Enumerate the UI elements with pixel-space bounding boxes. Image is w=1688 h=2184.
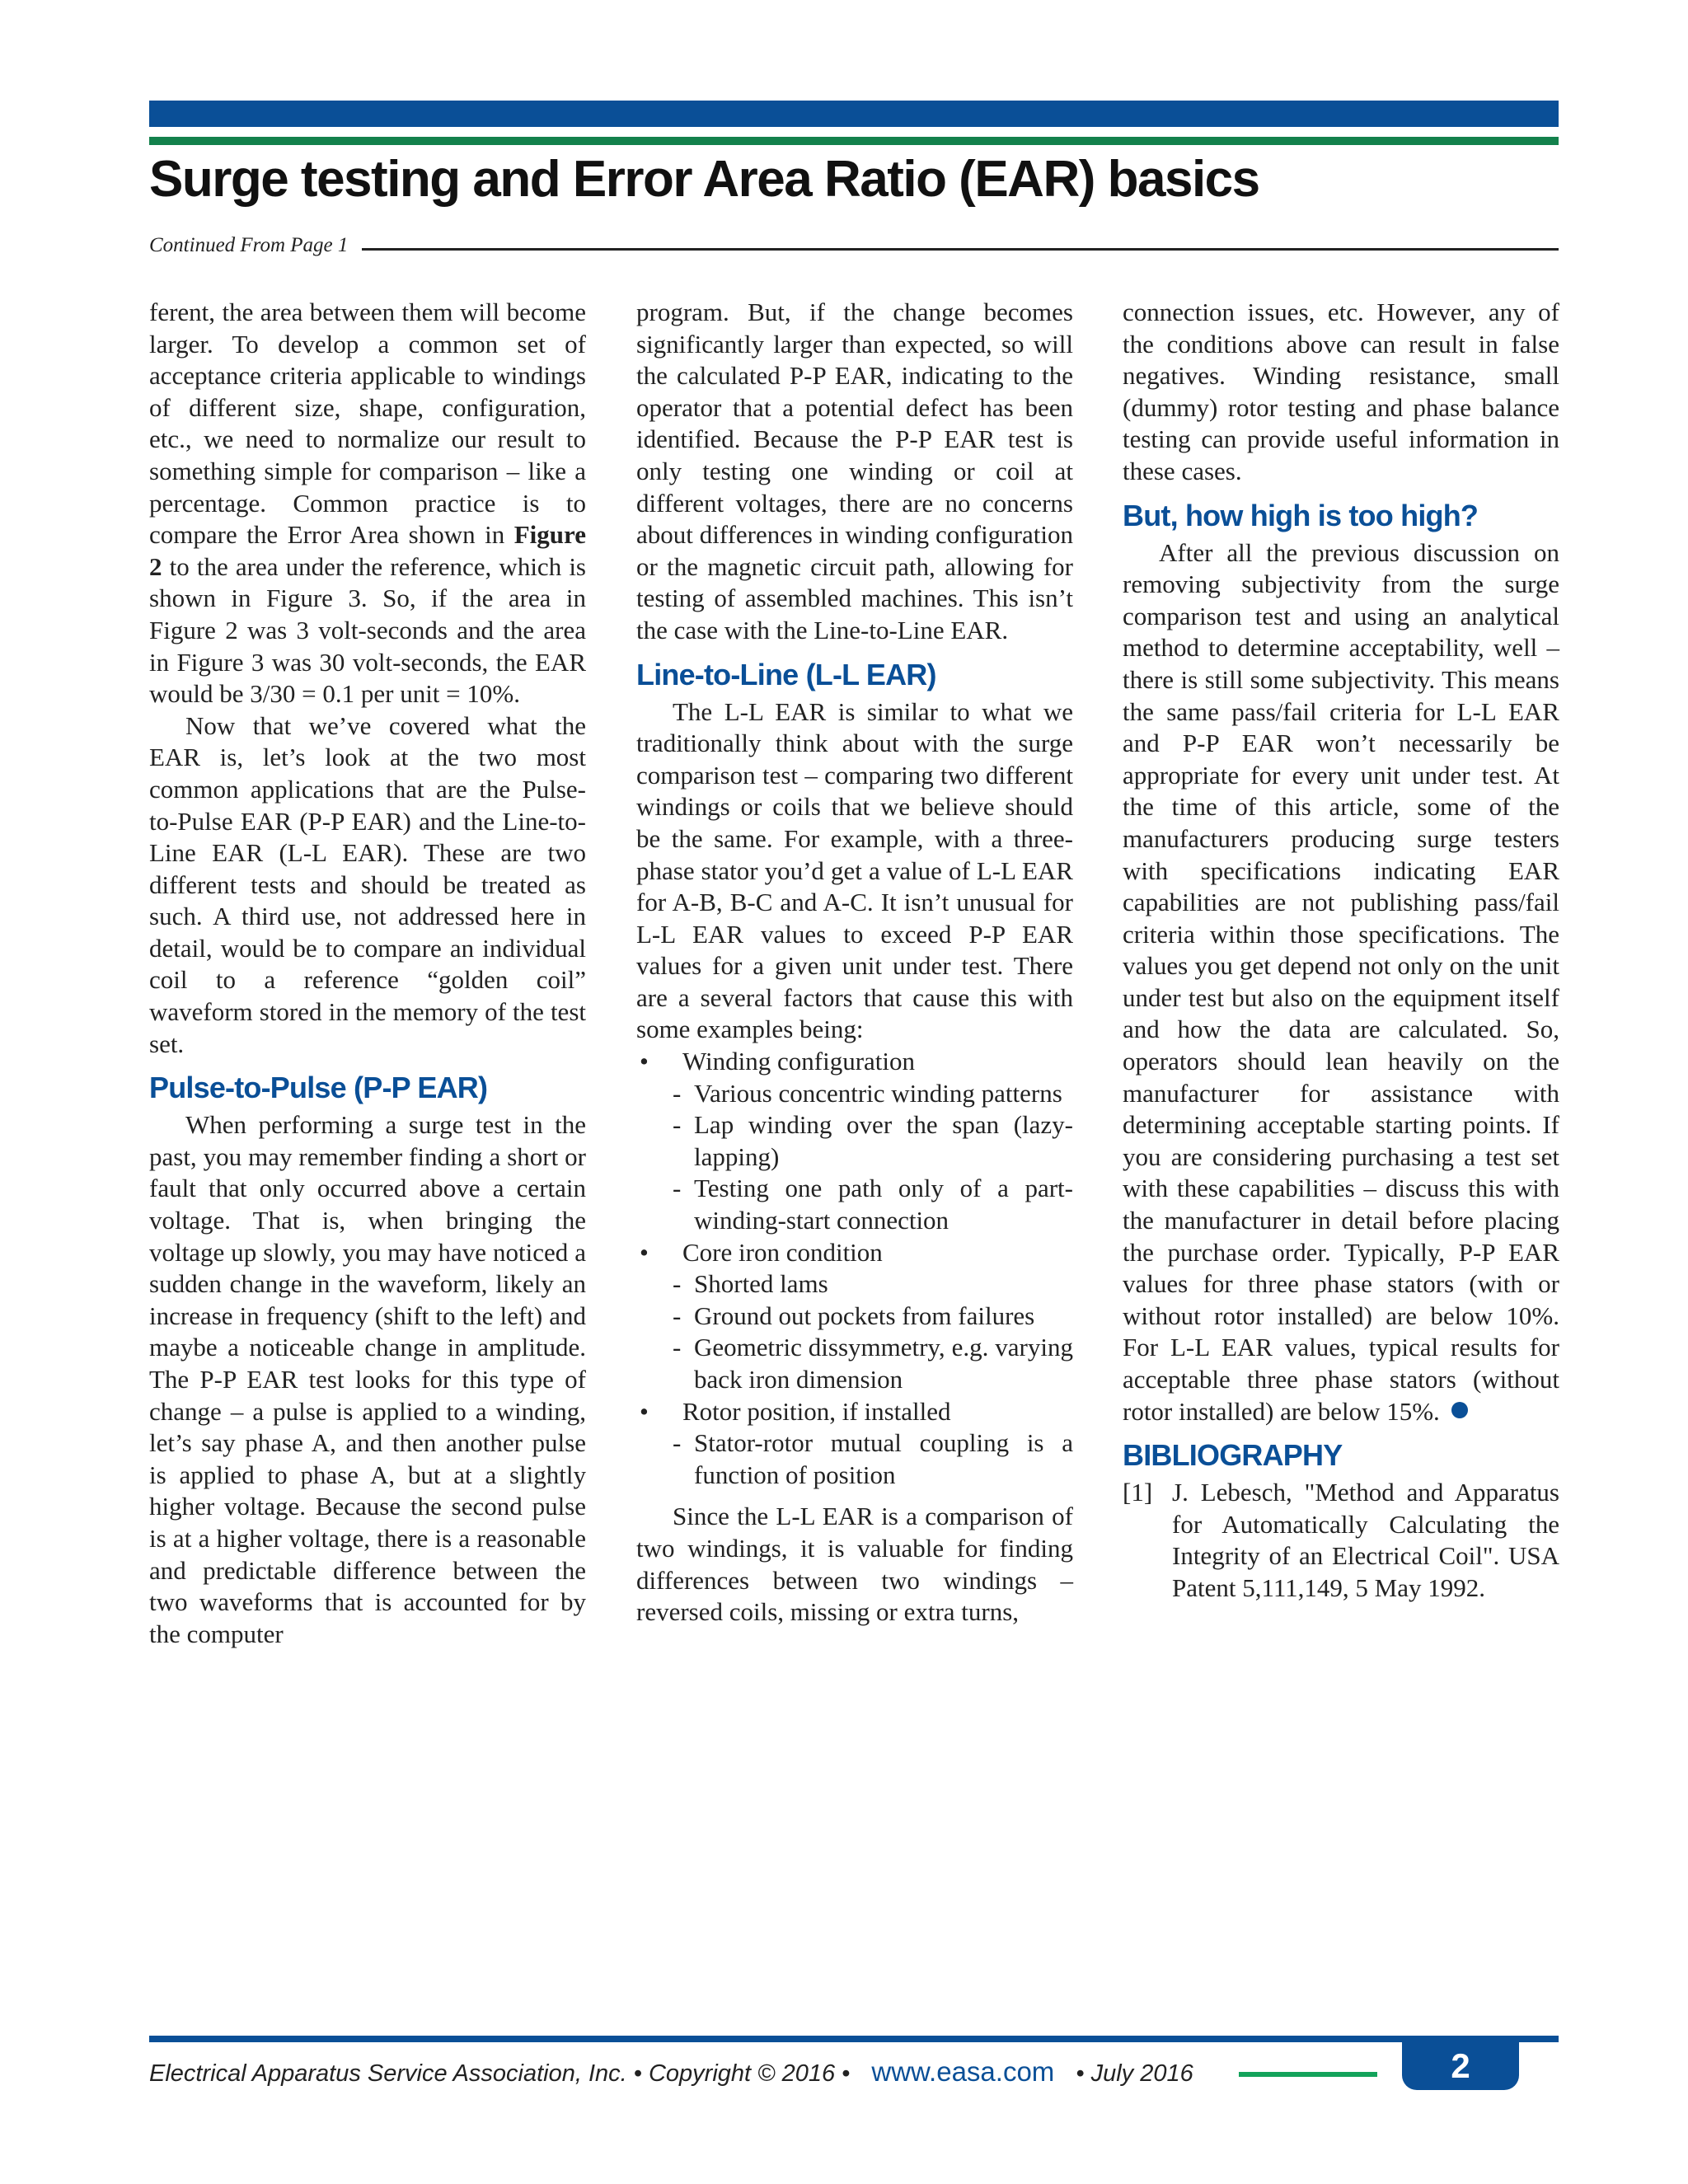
list-item-label: • Rotor position, if installed: [682, 1396, 951, 1426]
article-title: Surge testing and Error Area Ratio (EAR) basics: [149, 151, 1259, 208]
sub-list-item: - Shorted lams: [636, 1268, 1073, 1301]
column-3: [1123, 297, 1559, 1605]
list-item: [636, 1046, 1073, 1237]
section-heading-pulse-to-pulse: Pulse-to-Pulse (P-P EAR): [149, 1071, 488, 1105]
sub-list-item: - Ground out pockets from failures: [636, 1301, 1073, 1333]
text-run: to the area under the reference, which is shown in Figure 3. So, if the area in Figure 2 was 3 volt-seconds and the area in Figure 3 was 30 volt-seconds, the EAR would be 3/30 = 0.1 per unit = 10%.: [149, 551, 586, 709]
sub-list: [682, 1078, 1073, 1237]
factor-list: [636, 1046, 1073, 1491]
continued-row: [149, 234, 1559, 262]
footer-blue-rule: [149, 2036, 1559, 2042]
paragraph: When performing a surge test in the past, you may remember finding a short or fault that only occurred above a certain voltage. That is, when bringing the voltage up slowly, you may have noticed a sudden change in the waveform, likely an increase in frequency (shift to the left) and maybe a noticeable change in amplitude. The P-P EAR test looks for this type of change – a pulse is applied to a winding, let’s say phase A, and then another pulse is applied to phase A, but at a slightly higher voltage. Because the second pulse is at a higher voltage, there is a reasonable and predictable difference between the two waveforms that is accounted for by the computer: [149, 1110, 586, 1648]
figure-reference: Figure 2: [149, 520, 586, 581]
section-heading-line-to-line: Line-to-Line (L-L EAR): [636, 657, 936, 691]
paragraph: connection issues, etc. However, any of the conditions above can result in false negatives. Winding resistance, small (dummy) rotor testing and phase balance testing can provide useful information in these cases.: [1123, 298, 1559, 485]
section-heading-how-high: But, how high is too high?: [1123, 498, 1479, 532]
sub-list-item: - Lap winding over the span (lazy-lapping): [636, 1109, 1073, 1173]
footer-green-accent: [1239, 2072, 1377, 2077]
column-1: [149, 297, 586, 1650]
bibliography-text: J. Lebesch, "Method and Apparatus for Automatically Calculating the Integrity of an Electrical Coil". USA Patent 5,111,149, 5 May 1992.: [1172, 1478, 1559, 1602]
footer: [149, 2056, 1193, 2088]
paragraph: program. But, if the change becomes significantly larger than expected, so will the calculated P-P EAR, indicating to the operator that a potential defect has been identified. Because the P-P EAR test is only testing one winding or coil at different voltages, there are no concerns about differences in winding configuration or the magnetic circuit path, allowing for testing of assembled machines. This isn’t the case with the Line-to-Line EAR.: [636, 298, 1073, 644]
bibliography-number: [1]: [1123, 1478, 1153, 1507]
text-run: ferent, the area between them will become larger. To develop a common set of acceptance criteria applicable to windings of different size, shape, configuration, etc., we need to normalize our result to something simple for comparison – like a percentage. Common practice is to compare the Error Area shown in: [149, 298, 586, 550]
footer-url-link[interactable]: www.easa.com: [871, 2056, 1055, 2087]
header-green-rule: [149, 137, 1559, 145]
paragraph: [149, 297, 586, 710]
sub-list-item: - Stator-rotor mutual coupling is a function of position: [636, 1427, 1073, 1491]
paragraph: Since the L-L EAR is a comparison of two windings, it is valuable for finding differences between two windings – reversed coils, missing or extra turns,: [636, 1502, 1073, 1627]
list-item-label: • Winding configuration: [682, 1047, 915, 1076]
end-of-article-dot-icon: [1451, 1402, 1468, 1418]
column-2: [636, 297, 1073, 1629]
paragraph: [1123, 537, 1559, 1428]
list-item-label: • Core iron condition: [682, 1237, 883, 1267]
list-item: [636, 1237, 1073, 1396]
sub-list-item: - Geometric dissymmetry, e.g. varying back iron dimension: [636, 1332, 1073, 1395]
list-item: [636, 1396, 1073, 1492]
bibliography-entry: [1123, 1477, 1559, 1604]
sub-list: [682, 1268, 1073, 1395]
page-number-tab: 2: [1402, 2042, 1519, 2090]
paragraph: The L-L EAR is similar to what we traditionally think about with the surge comparison test – comparing two different windings or coils that we believe should be the same. For example, with a three-phase stator you’d get a value of L-L EAR for A-B, B-C and A-C. It isn’t unusual for L-L EAR values to exceed P-P EAR values for a given unit under test. There are a several factors that cause this with some examples being:: [636, 696, 1073, 1044]
footer-copyright: Electrical Apparatus Service Association, Inc. • Copyright © 2016 •: [149, 2060, 851, 2087]
sub-list: [682, 1427, 1073, 1491]
footer-date: • July 2016: [1076, 2060, 1193, 2087]
paragraph: Now that we’ve covered what the EAR is, let’s look at the two most common applications that are the Pulse-to-Pulse EAR (P-P EAR) and the Line-to-Line EAR (L-L EAR). These are two different tests and should be treated as such. A third use, not addressed here in detail, would be to compare an individual coil to a reference “golden coil” waveform stored in the memory of the test set.: [149, 710, 586, 1058]
continued-from-label: Continued From Page 1: [149, 234, 349, 256]
header-blue-bar: [149, 101, 1559, 127]
sub-list-item: - Various concentric winding patterns: [636, 1078, 1073, 1110]
sub-list-item: - Testing one path only of a part-winding-start connection: [636, 1173, 1073, 1236]
continued-rule: [362, 248, 1559, 251]
text-run: After all the previous discussion on removing subjectivity from the surge comparison test and using an analytical method to determine acceptability, well – there is still some subjectivity. This means the same pass/fail criteria for L-L EAR and P-P EAR won’t necessarily be appropriate for every unit under test. At the time of this article, some of the manufacturers producing surge testers with specifications indicating EAR capabilities are not publishing pass/fail criteria within those specifications. The values you get depend not only on the unit under test but also on the equipment itself and how the data are calculated. So, operators should lean heavily on the manufacturer for assistance with determining acceptable starting points. If you are considering purchasing a test set with these capabilities – discuss this with the manufacturer in detail before placing the purchase order. Typically, P-P EAR values for three phase stators (with or without rotor installed) are below 10%. For L-L EAR values, typical results for acceptable three phase stators (without rotor installed) are below 15%.: [1123, 537, 1559, 1426]
section-heading-bibliography: BIBLIOGRAPHY: [1123, 1438, 1343, 1473]
